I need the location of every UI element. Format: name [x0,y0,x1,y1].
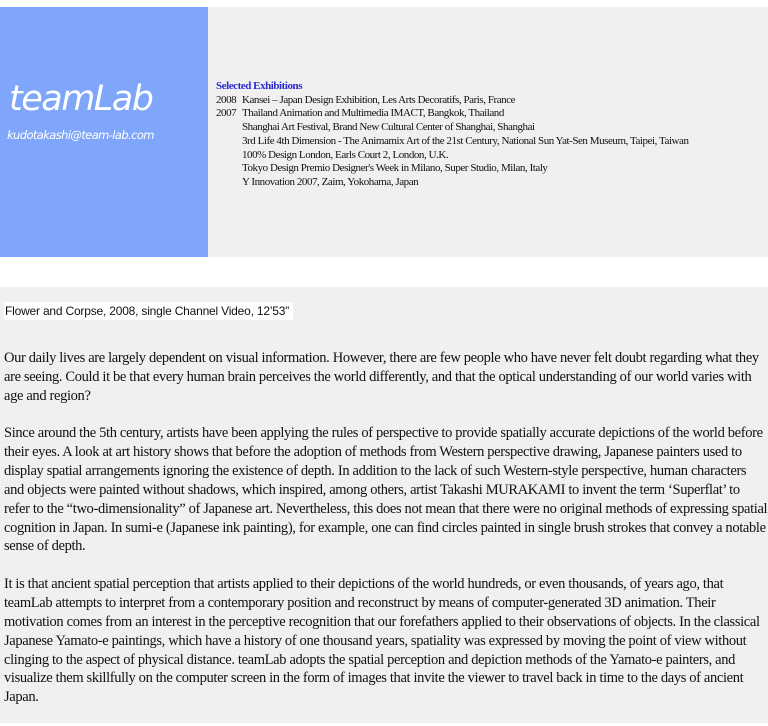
exhibitions-list [216,80,689,190]
exhibition-row [216,149,689,163]
exhibition-year: 2007 [216,107,237,120]
email-address: kudotakashi@team-lab.com [7,128,154,142]
exhibition-text: Y Innovation 2007, Zaim, Yokohama, Japan [242,175,419,188]
work-description [4,349,768,726]
logo: teamLab [9,79,153,119]
exhibition-row [216,94,689,108]
exhibition-text: Shanghai Art Festival, Brand New Cultural Center of Shanghai, Shanghai [242,121,535,134]
exhibition-row [216,176,689,190]
header-section [0,7,768,257]
brand-panel [0,7,208,257]
exhibition-text: 100% Design London, Earls Court 2, London, U.K. [242,148,449,161]
exhibition-text: 3rd Life 4th Dimension - The Animamix Art of the 21st Century, National Sun Yat-Sen Museum, Taipei, Taiwan [242,134,689,147]
exhibition-text: Tokyo Design Premio Designer's Week in Milano, Super Studio, Milan, Italy [242,162,548,175]
exhibitions-heading: Selected Exhibitions [216,80,303,92]
exhibition-year: 2008 [216,93,237,106]
exhibition-text: Kansei – Japan Design Exhibition, Les Arts Decoratifs, Paris, France [242,93,516,106]
work-section [0,287,768,723]
paragraph: Our daily lives are largely dependent on visual information. However, there are few people who have never felt doubt regarding what they are seeing. Could it be that every human brain perceives the world differently, and that the optical understanding of our world varies with age and region? [4,350,759,404]
exhibition-row [216,135,689,149]
paragraph: It is that ancient spatial perception that artists applied to their depictions of the world hundreds, or even thousands, of years ago, that teamLab attempts to interpret from a contemporary position and reconstruct by means of computer-generated 3D animation. Their motivation comes from an interest in the perceptive recognition that our forefathers applied to their observations of objects. In the classical Japanese Yamato-e paintings, which have a history of one thousand years, spatiality was expressed by moving the point of view without clinging to the aspect of physical distance. teamLab adopts the spatial perception and depiction methods of the Yamato-e painters, and visualize them skillfully on the computer screen in the form of images that invite the viewer to travel back in time to the days of ancient Japan. [4,576,760,706]
exhibition-row [216,121,689,135]
exhibition-row [216,162,689,176]
exhibition-text: Thailand Animation and Multimedia IMACT, Bangkok, Thailand [242,107,504,120]
exhibition-row [216,107,689,121]
paragraph: Since around the 5th century, artists have been applying the rules of perspective to provide spatially accurate depictions of the world before their eyes. A look at art history shows that before the adoption of methods from Western perspective drawing, Japanese painters used to display spatial arrangements ignoring the existence of depth. In addition to the lack of such Western-style perspective, human characters and objects were painted without shadows, which inspired, among others, artist Takashi MURAKAMI to invent the term ‘Superflat’ to refer to the “two-dimensionality” of Japanese art. Nevertheless, this does not mean that there were no original methods of expressing spatial cognition in Japan. In sumi-e (Japanese ink painting), for example, one can find circles painted in single brush strokes that convey a notable sense of depth. [4,425,768,555]
work-caption: Flower and Corpse, 2008, single Channel Video, 12’53” [4,302,293,320]
